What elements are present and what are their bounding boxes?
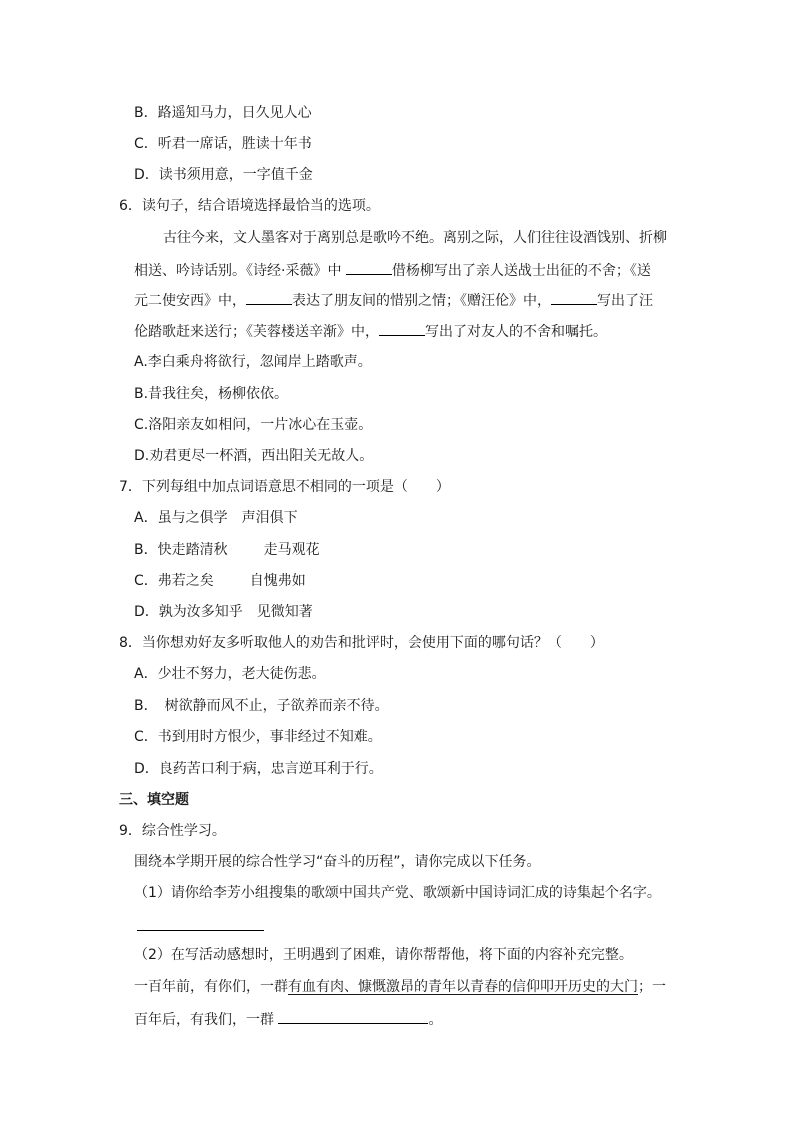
q6-option-b: B.昔我往矣，杨柳依依。 <box>134 386 289 402</box>
q9-sub2: （2）在写活动感想时，王明遇到了困难，请你帮帮他，将下面的内容补充完整。 <box>134 947 633 963</box>
q8-stem: 8．当你想劝好友多听取他人的劝告和批评时，会使用下面的哪句话？（ ） <box>119 635 604 651</box>
q7-stem: 7．下列每组中加点词语意思不相同的一项是（ ） <box>119 479 450 495</box>
q7-option-b: B．快走踏清秋 走马观花 <box>134 542 320 558</box>
q5-option-c: C．听君一席话，胜读十年书 <box>134 136 312 152</box>
q7-option-d: D．孰为汝多知乎 见微知著 <box>134 604 313 620</box>
q6-option-a: A.李白乘舟将欲行，忽闻岸上踏歌声。 <box>134 354 372 370</box>
q6-option-c: C.洛阳亲友如相问，一片冰心在玉壶。 <box>134 417 373 433</box>
q5-option-d: D．读书须用意，一字值千金 <box>134 167 313 183</box>
q9-sub1: （1）请你给李芳小组搜集的歌颂中国共产党、歌颂新中国诗词汇成的诗集起个名字。 <box>134 885 661 901</box>
q6-passage-line-2: 相送、吟诗话别。《诗经·采薇》中 借杨柳写出了亲人送战士出征的不舍；《送 <box>134 260 651 281</box>
q7-option-a: A．虽与之俱学 声泪俱下 <box>134 510 298 526</box>
answer-blank-2[interactable] <box>246 290 292 305</box>
q8-option-b: B． 树欲静而风不止，子欲养而亲不待。 <box>134 698 389 714</box>
q6-stem: 6．读句子，结合语境选择最恰当的选项。 <box>119 198 380 214</box>
q6-passage-line-3: 元二使安西》中， 表达了朋友间的惜别之情；《赠汪伦》中， 写出了汪 <box>134 290 653 311</box>
q8-option-c: C．书到用时方恨少，事非经过不知难。 <box>134 729 382 745</box>
q6-option-d: D.劝君更尽一杯酒，西出阳关无故人。 <box>134 448 374 464</box>
section-heading: 三、填空题 <box>119 792 189 808</box>
q6-passage-line-4: 伦踏歌赶来送行；《芙蓉楼送辛渐》中， 写出了对友人的不舍和嘱托。 <box>134 321 607 342</box>
q7-option-c: C．弗若之矣 自愧弗如 <box>134 573 306 589</box>
answer-blank-4[interactable] <box>379 321 425 336</box>
q9-stem: 9．综合性学习。 <box>119 823 226 839</box>
answer-blank-1[interactable] <box>346 260 392 275</box>
answer-blank-3[interactable] <box>551 290 597 305</box>
q8-option-a: A．少壮不努力，老大徒伤悲。 <box>134 666 326 682</box>
q9-intro: 围绕本学期开展的综合性学习“奋斗的历程”，请你完成以下任务。 <box>134 854 541 870</box>
q6-passage-line-1: 古往今来，文人墨客对于离别总是歌吟不绝。离别之际，人们往往设酒饯别、折柳 <box>163 230 667 246</box>
answer-line-1[interactable] <box>137 930 264 931</box>
q5-option-b: B．路遥知马力，日久见人心 <box>134 105 312 121</box>
q9-fill-line-1: 一百年前，有你们，一群有血有肉、慷慨激昂的青年以青春的信仰叩开历史的大门；一 <box>134 979 666 995</box>
q9-fill-line-2: 百年后，有我们，一群 。 <box>134 1009 442 1030</box>
answer-blank-5[interactable] <box>278 1009 428 1024</box>
q8-option-d: D．良药苦口利于病，忠言逆耳利于行。 <box>134 761 383 777</box>
